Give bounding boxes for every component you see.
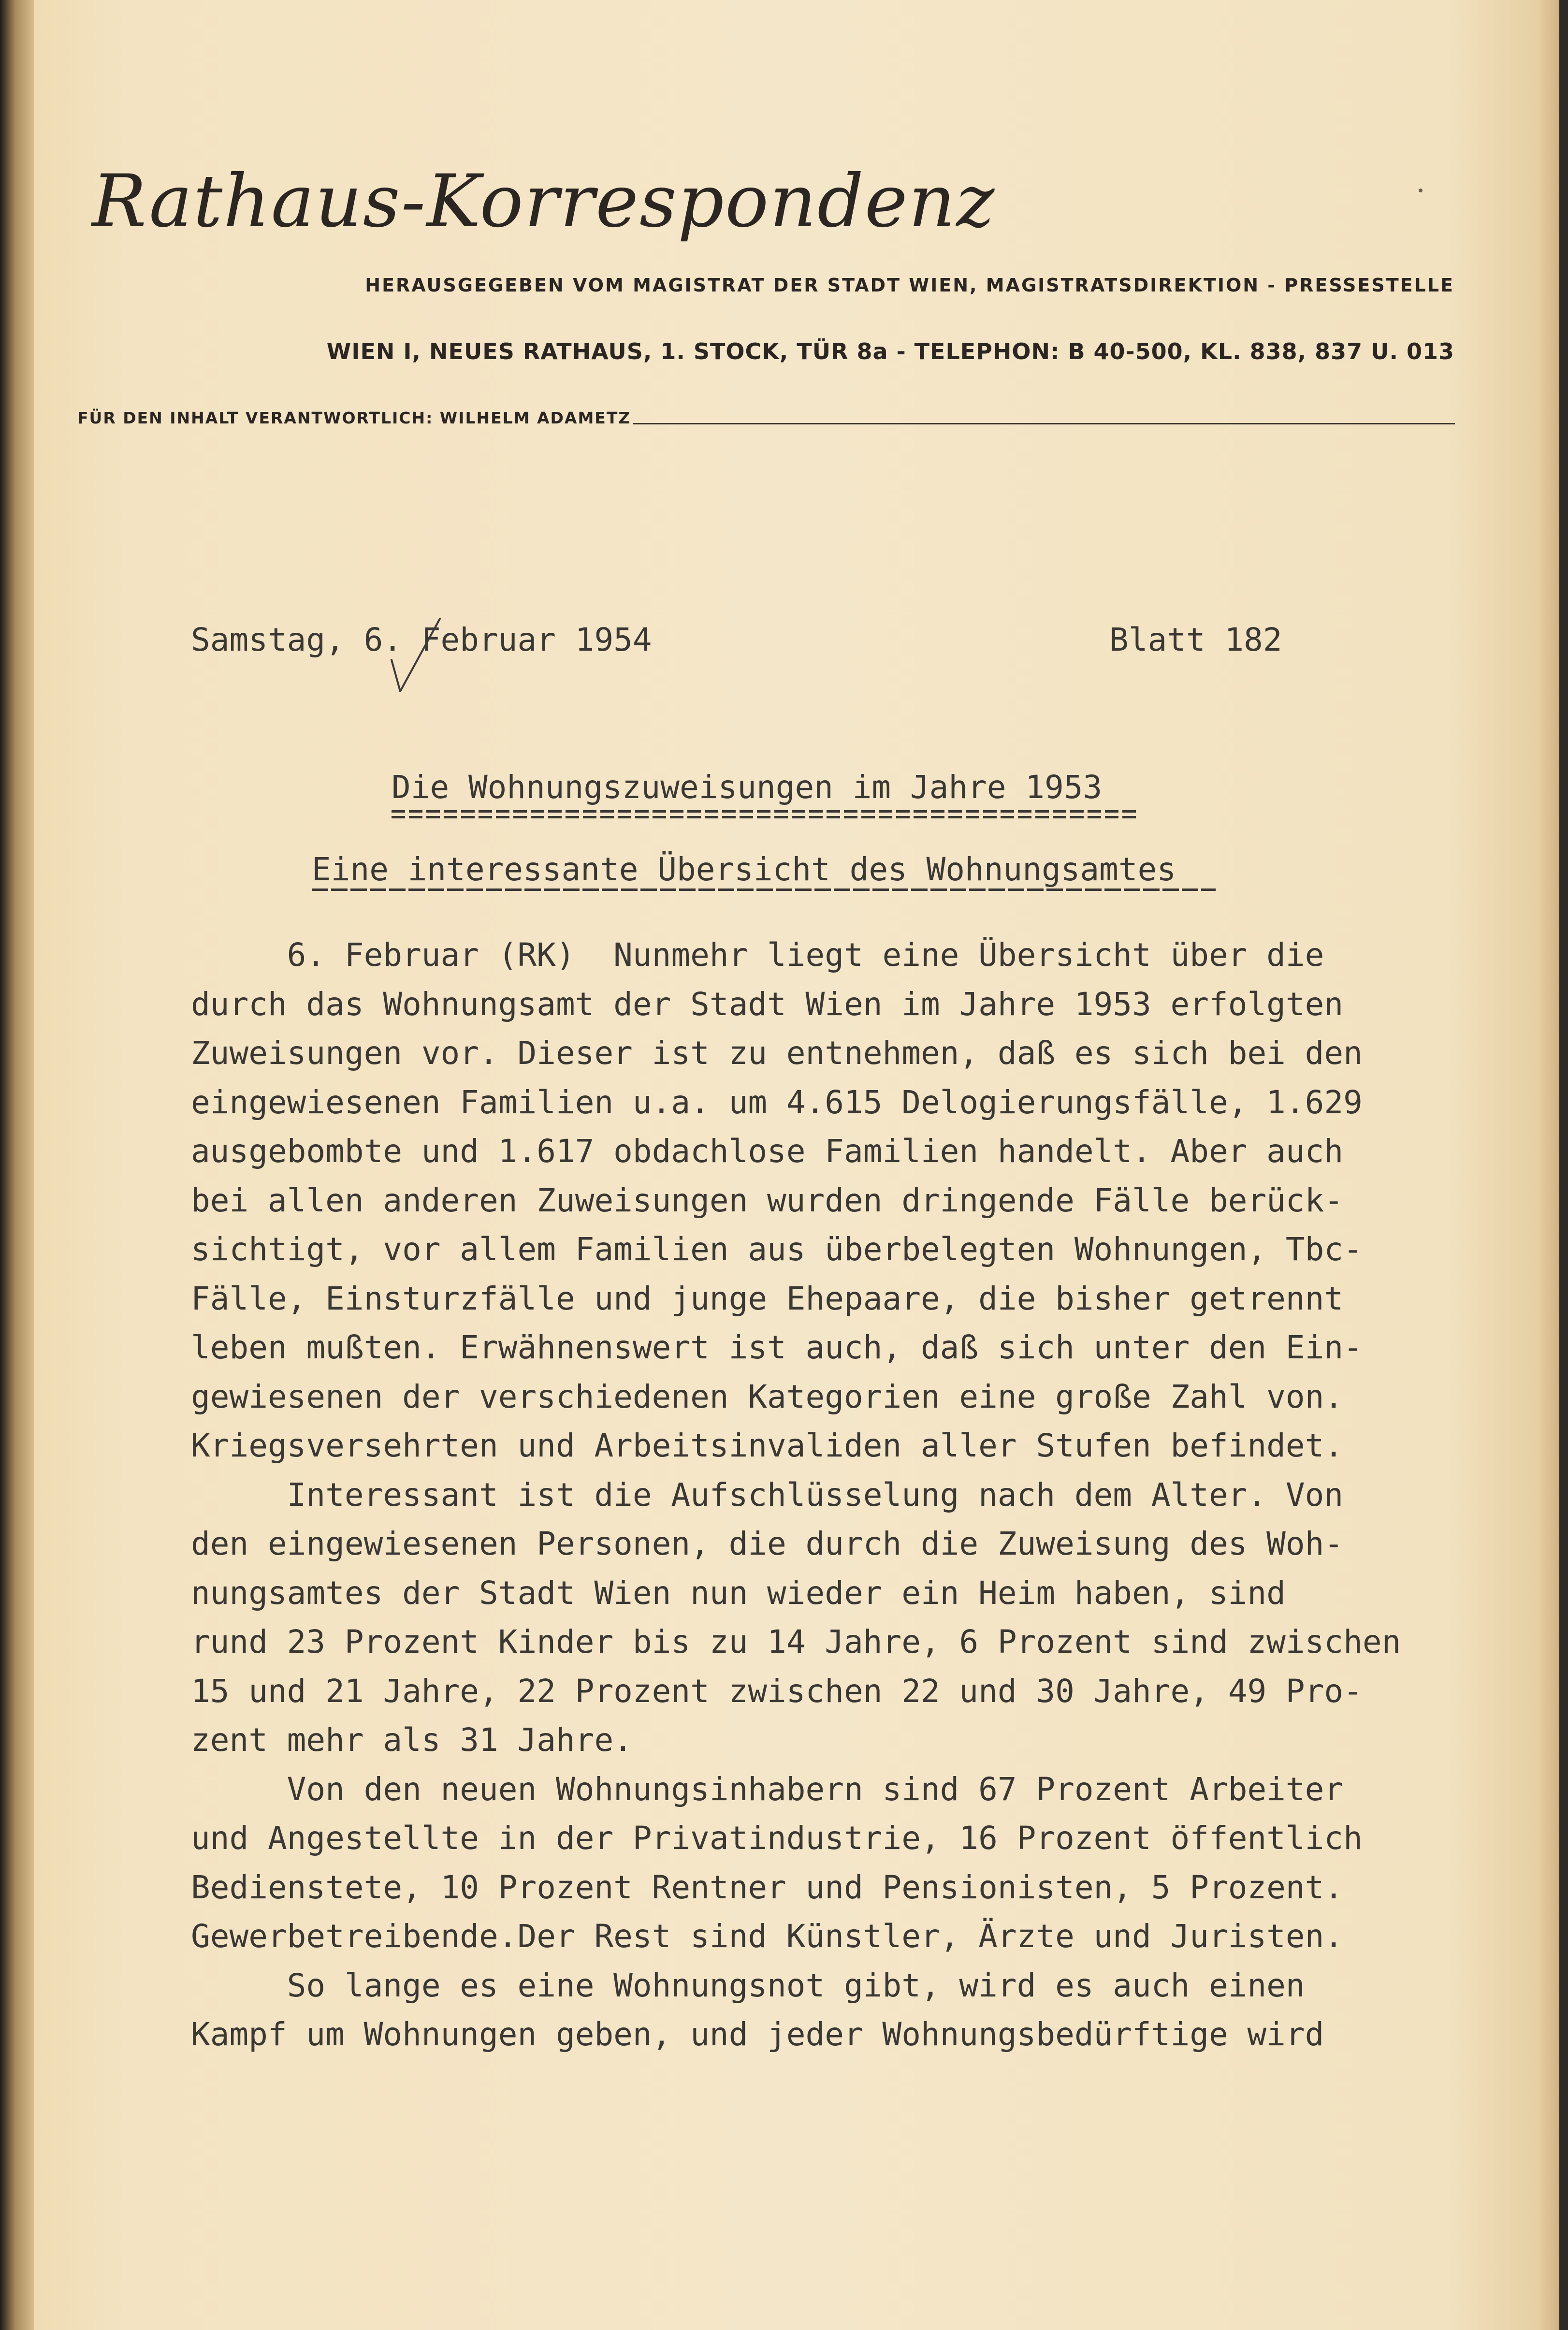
address-line: WIEN I, NEUES RATHAUS, 1. STOCK, TÜR 8a - TELEPHON: B 40-500, KL. 838, 837 U. 013 [326,338,1454,364]
handwritten-check-mark [387,612,445,699]
sheet-number: Blatt 182 [1109,621,1282,658]
body-line: 15 und 21 Jahre, 22 Prozent zwischen 22 und 30 Jahre, 49 Pro- [191,1672,1363,1710]
body-line: eingewiesenen Familien u.a. um 4.615 Delogierungsfälle, 1.629 [191,1083,1363,1121]
body-line: Interessant ist die Aufschlüsselung nach dem Alter. Von [191,1476,1344,1514]
body-line: zent mehr als 31 Jahre. [191,1721,633,1759]
body-line: Gewerbetreibende.Der Rest sind Künstler, Ärzte und Juristen. [191,1918,1344,1955]
body-line: den eingewiesenen Personen, die durch die Zuweisung des Woh- [191,1525,1344,1562]
body-line: 6. Februar (RK) Nunmehr liegt eine Übersicht über die [191,936,1324,974]
header-rule [633,423,1455,424]
body-line: gewiesenen der verschiedenen Kategorien eine große Zahl von. [191,1378,1344,1415]
body-line: Kriegsversehrten und Arbeitsinvaliden aller Stufen befindet. [191,1427,1344,1464]
scan-border [1559,0,1568,2330]
body-line: Bedienstete, 10 Prozent Rentner und Pensionisten, 5 Prozent. [191,1868,1344,1906]
body-line: So lange es eine Wohnungsnot gibt, wird es auch einen [191,1966,1305,2004]
responsible-line: FÜR DEN INHALT VERANTWORTLICH: WILHELM ADAMETZ [77,408,631,427]
body-line: Kampf um Wohnungen geben, und jeder Wohnungsbedürftige wird [191,2016,1324,2053]
responsible-row [77,408,1455,427]
body-line: und Angestellte in der Privatindustrie, 16 Prozent öffentlich [191,1820,1363,1857]
masthead-title: Rathaus-Korrespondenz [92,160,996,244]
publisher-line: HERAUSGEGEBEN VOM MAGISTRAT DER STADT WIEN, MAGISTRATSDIREKTION - PRESSESTELLE [365,275,1454,296]
article-title: Die Wohnungszuweisungen im Jahre 1953 [392,769,1103,806]
binding-edge [0,0,34,2330]
article-subtitle: Eine interessante Übersicht des Wohnungsamtes [312,851,1176,888]
paper-speck [1419,189,1423,192]
article-body [191,931,1401,2059]
body-line: nungsamtes der Stadt Wien nun wieder ein Heim haben, sind [191,1574,1286,1612]
body-line: ausgebombte und 1.617 obdachlose Familien handelt. Aber auch [191,1133,1344,1170]
body-line: rund 23 Prozent Kinder bis zu 14 Jahre, 6 Prozent sind zwischen [191,1623,1401,1660]
subtitle-underline [312,888,1216,891]
title-double-rule [392,807,1138,822]
body-line: durch das Wohnungsamt der Stadt Wien im Jahre 1953 erfolgten [191,985,1344,1023]
body-line: sichtigt, vor allem Familien aus überbelegten Wohnungen, Tbc- [191,1231,1363,1268]
body-line: Von den neuen Wohnungsinhabern sind 67 Prozent Arbeiter [191,1770,1344,1808]
body-line: Fälle, Einsturzfälle und junge Ehepaare, die bisher getrennt [191,1280,1344,1317]
body-line: Zuweisungen vor. Dieser ist zu entnehmen, daß es sich bei den [191,1034,1363,1072]
body-line: leben mußten. Erwähnenswert ist auch, daß sich unter den Ein- [191,1329,1363,1366]
dateline: Samstag, 6. Februar 1954 [191,621,652,658]
body-line: bei allen anderen Zuweisungen wurden dringende Fälle berück- [191,1181,1344,1219]
